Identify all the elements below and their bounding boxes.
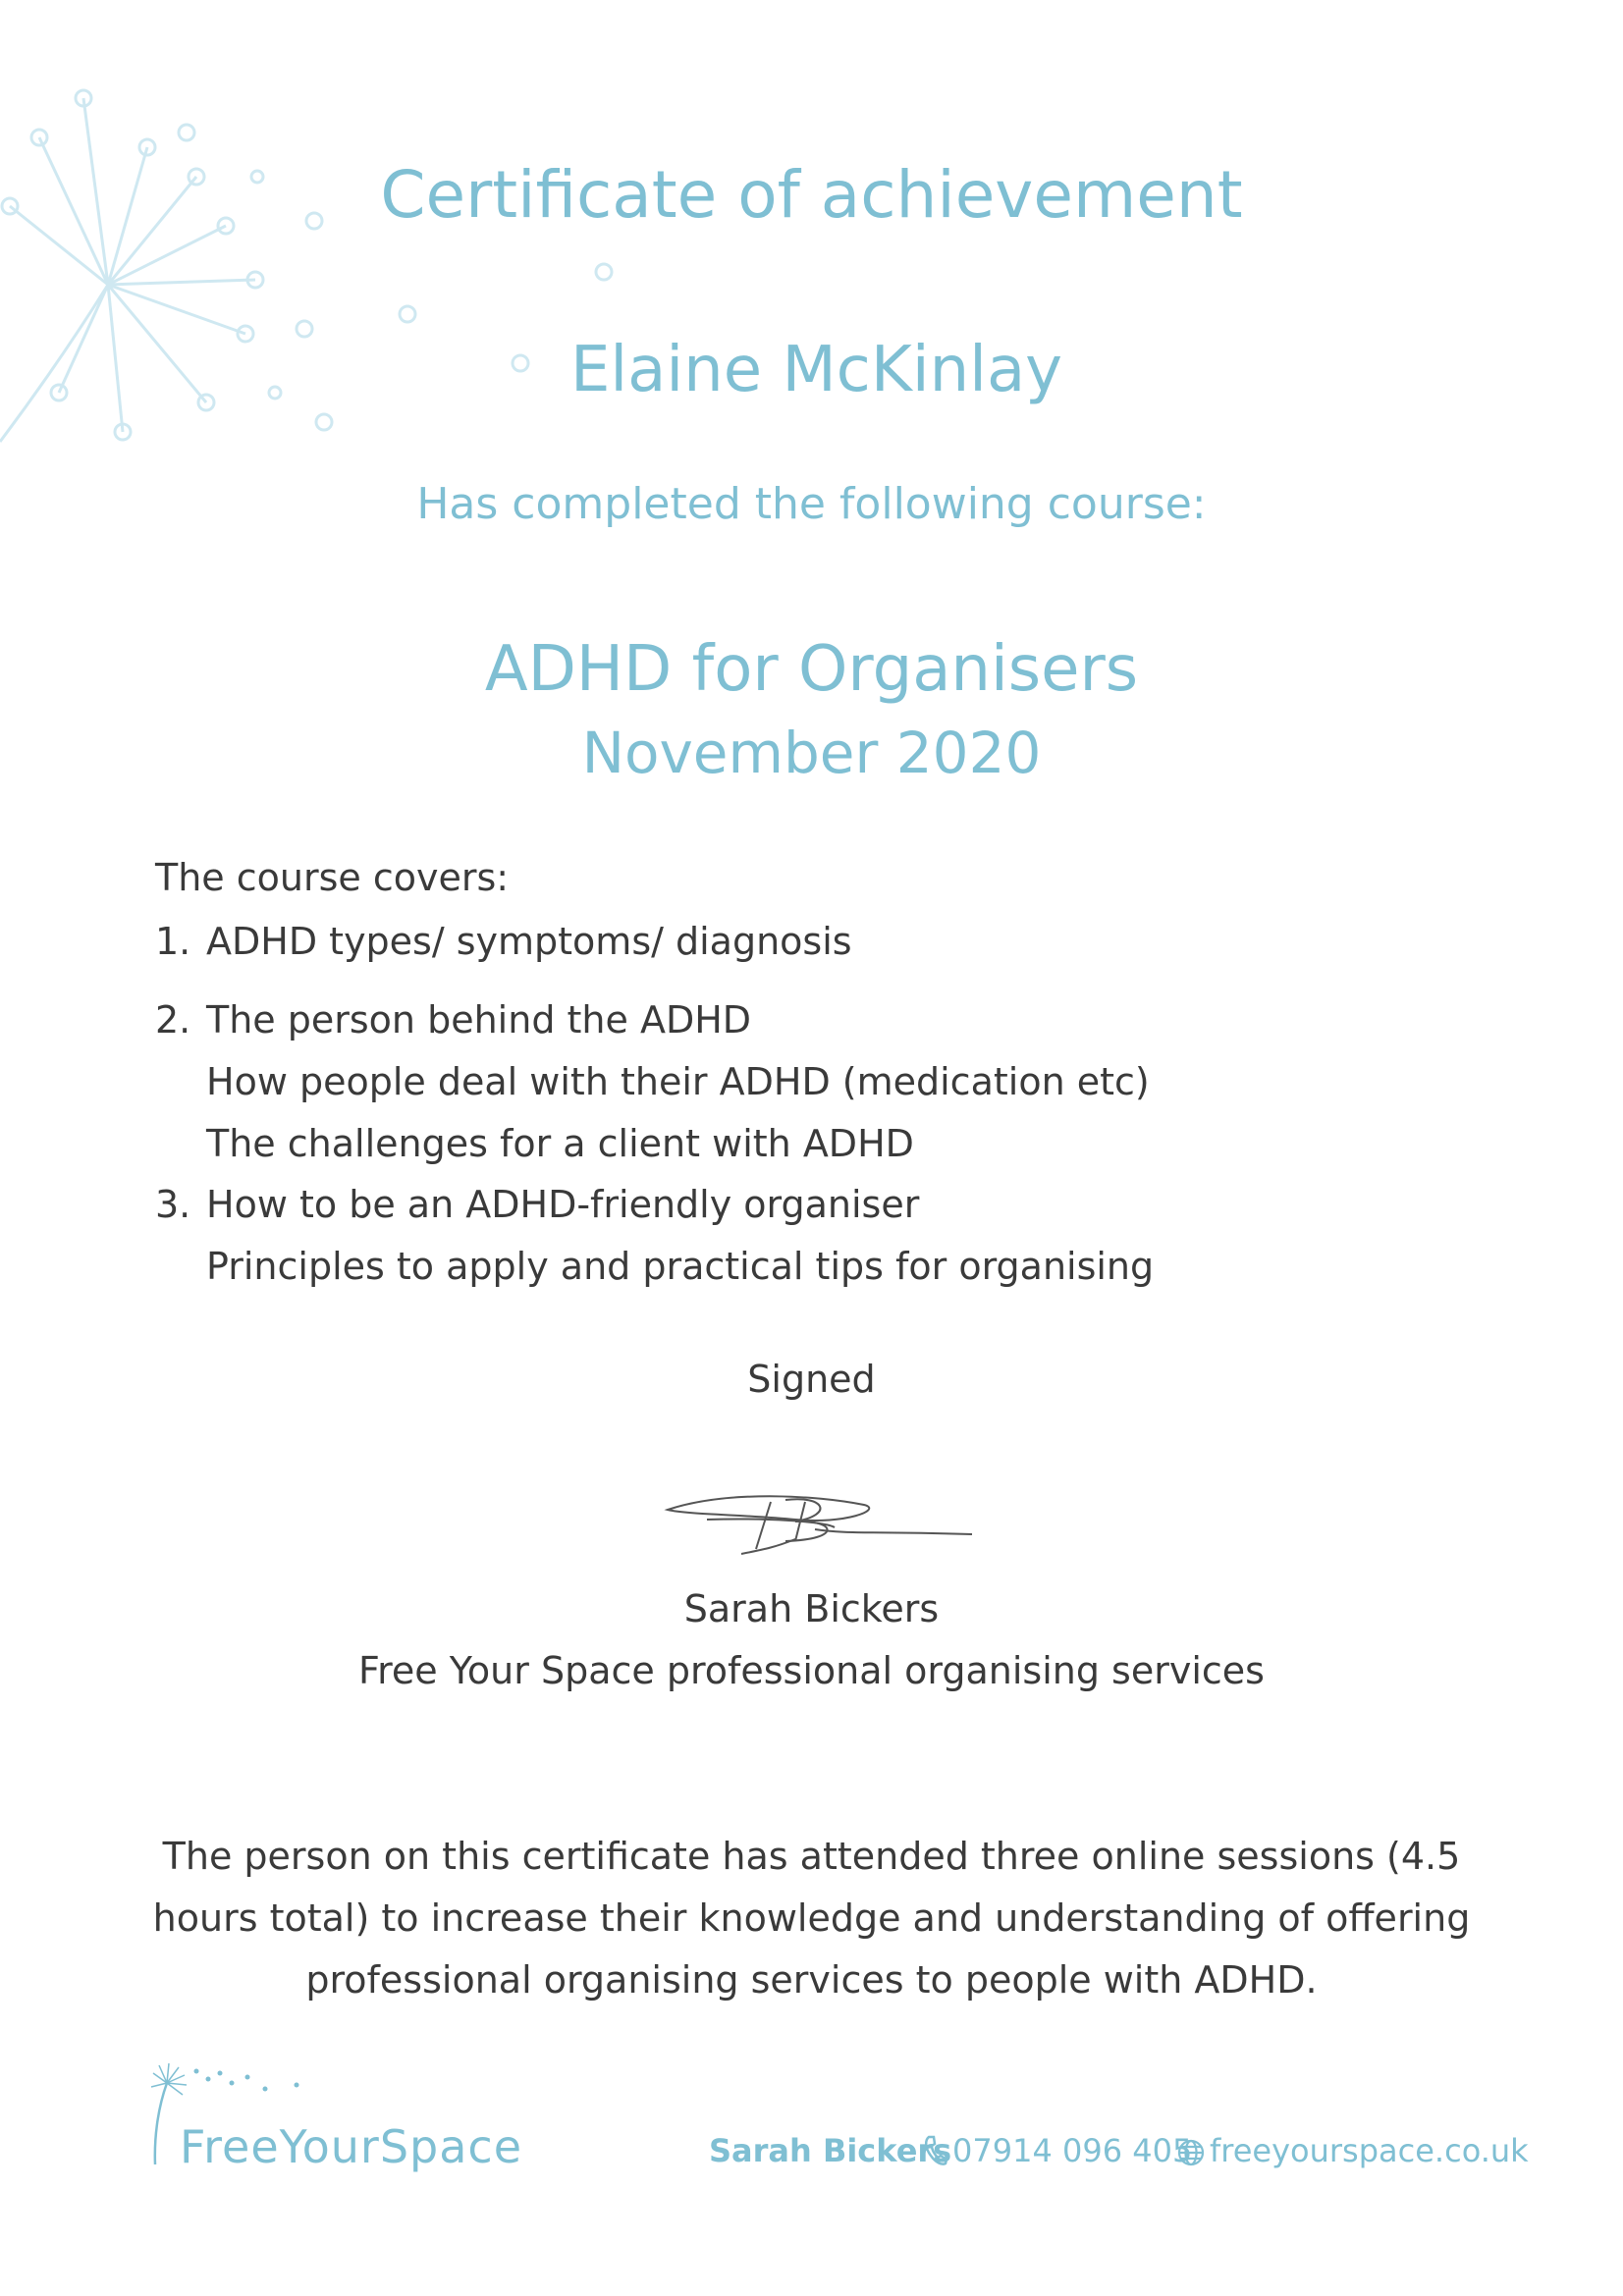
footer-phone xyxy=(923,2132,1192,2169)
course-date: November 2020 xyxy=(581,720,1042,786)
dandelion-decoration-icon xyxy=(0,69,628,481)
signed-label: Signed xyxy=(747,1358,876,1401)
course-name: ADHD for Organisers xyxy=(484,633,1139,706)
list-item xyxy=(155,989,1150,1175)
globe-icon xyxy=(1176,2138,1206,2167)
list-item xyxy=(155,911,852,973)
item-number: 1. xyxy=(155,920,191,963)
logo-text: FreeYourSpace xyxy=(180,2120,522,2173)
item-line: The challenges for a client with ADHD xyxy=(206,1122,914,1165)
signature-image xyxy=(648,1480,982,1569)
signer-organisation: Free Your Space professional organising services xyxy=(358,1649,1265,1692)
item-number: 2. xyxy=(155,998,191,1041)
website-link[interactable]: freeyourspace.co.uk xyxy=(1210,2132,1529,2169)
covers-heading: The course covers: xyxy=(155,856,510,899)
item-line: How to be an ADHD-friendly organiser xyxy=(206,1183,920,1226)
footer-website xyxy=(1176,2132,1529,2169)
certificate-title: Certificate of achievement xyxy=(380,157,1243,233)
phone-icon xyxy=(923,2134,948,2167)
phone-number[interactable]: 07914 096 405 xyxy=(952,2132,1193,2169)
certificate-note: The person on this certificate has attended three online sessions (4.5 hours total) to increase their knowledge and understanding of offering professional organising services to people with ADHD. xyxy=(152,1835,1471,2002)
recipient-name: Elaine McKinlay xyxy=(569,334,1063,406)
signer-name: Sarah Bickers xyxy=(683,1587,940,1630)
item-line: The person behind the ADHD xyxy=(206,998,752,1041)
item-line: Principles to apply and practical tips for organising xyxy=(206,1245,1155,1288)
list-item xyxy=(155,1174,1154,1298)
completed-text: Has completed the following course: xyxy=(416,479,1207,529)
item-number: 3. xyxy=(155,1183,191,1226)
footer-contact-name: Sarah Bickers xyxy=(709,2132,952,2169)
item-line: How people deal with their ADHD (medication etc) xyxy=(206,1060,1150,1103)
item-line: ADHD types/ symptoms/ diagnosis xyxy=(206,920,852,963)
